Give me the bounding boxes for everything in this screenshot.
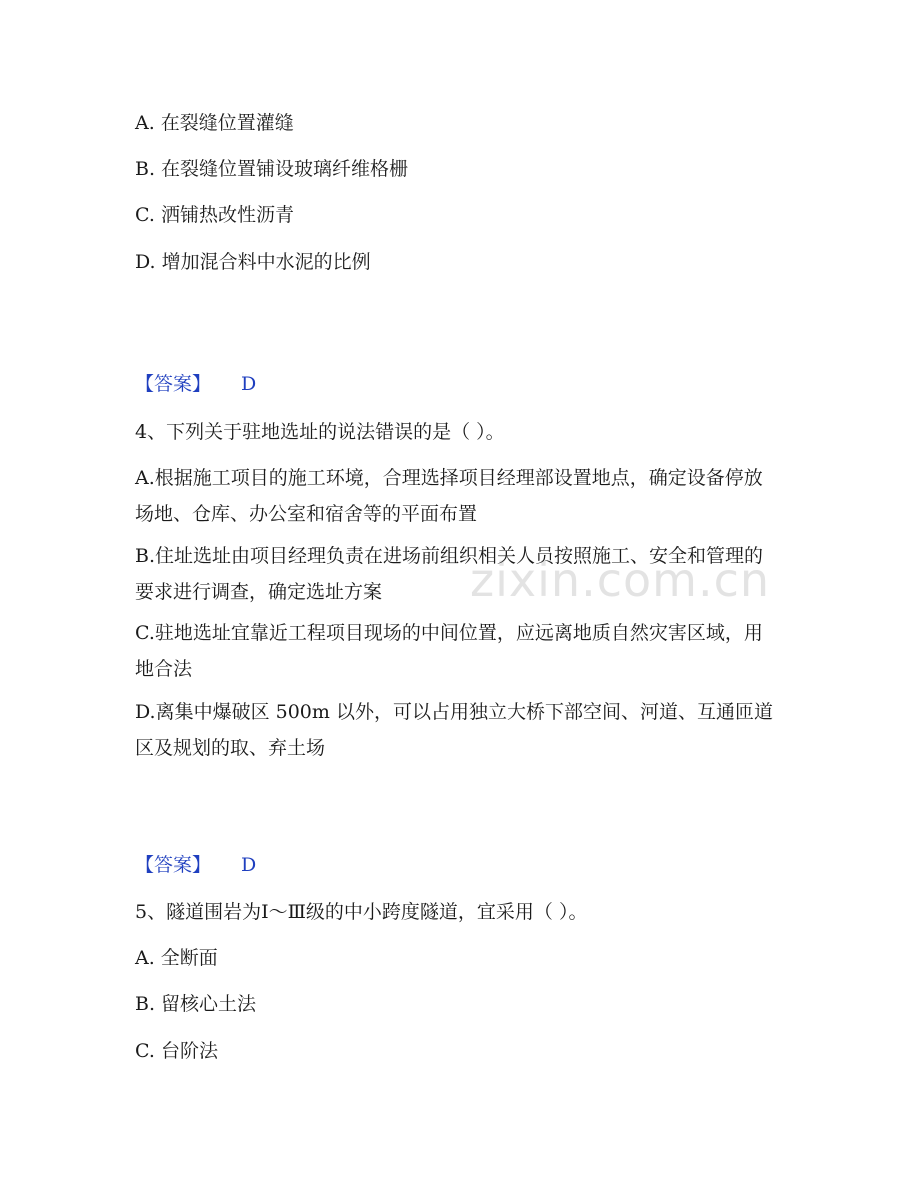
q5-option-a: A. 全断面	[135, 947, 218, 969]
answer-value: D	[241, 373, 257, 395]
q4-answer	[135, 853, 256, 877]
q5-option-c: C. 台阶法	[135, 1040, 218, 1062]
q4-option-a: A.根据施工项目的施工环境，合理选择项目经理部设置地点，确定设备停放场地、仓库、办公室和宿舍等的平面布置	[135, 467, 763, 525]
watermark: zixin.com.cn	[470, 553, 771, 607]
answer-label: 【答案】	[135, 373, 212, 395]
q3-option-b: B. 在裂缝位置铺设玻璃纤维格栅	[135, 158, 409, 180]
q4-stem: 4、下列关于驻地选址的说法错误的是（ ）。	[135, 421, 505, 443]
q4-option-d: D.离集中爆破区 500m 以外，可以占用独立大桥下部空间、河道、互通匝道区及规划的取、弃土场	[135, 701, 773, 759]
q3-option-d: D. 增加混合料中水泥的比例	[135, 251, 371, 273]
answer-label: 【答案】	[135, 854, 212, 876]
q3-option-a: A. 在裂缝位置灌缝	[135, 112, 294, 134]
q4-option-c: C.驻地选址宜靠近工程项目现场的中间位置，应远离地质自然灾害区域，用地合法	[135, 622, 763, 680]
q5-option-b: B. 留核心土法	[135, 993, 257, 1015]
q4-option-b: B.住址选址由项目经理负责在进场前组织相关人员按照施工、安全和管理的要求进行调查，确定选址方案	[135, 545, 764, 603]
q3-option-c: C. 洒铺热改性沥青	[135, 204, 294, 226]
answer-value: D	[241, 854, 257, 876]
q5-stem: 5、隧道围岩为Ⅰ～Ⅲ级的中小跨度隧道，宜采用（ ）。	[135, 901, 588, 923]
q3-answer	[135, 372, 256, 396]
